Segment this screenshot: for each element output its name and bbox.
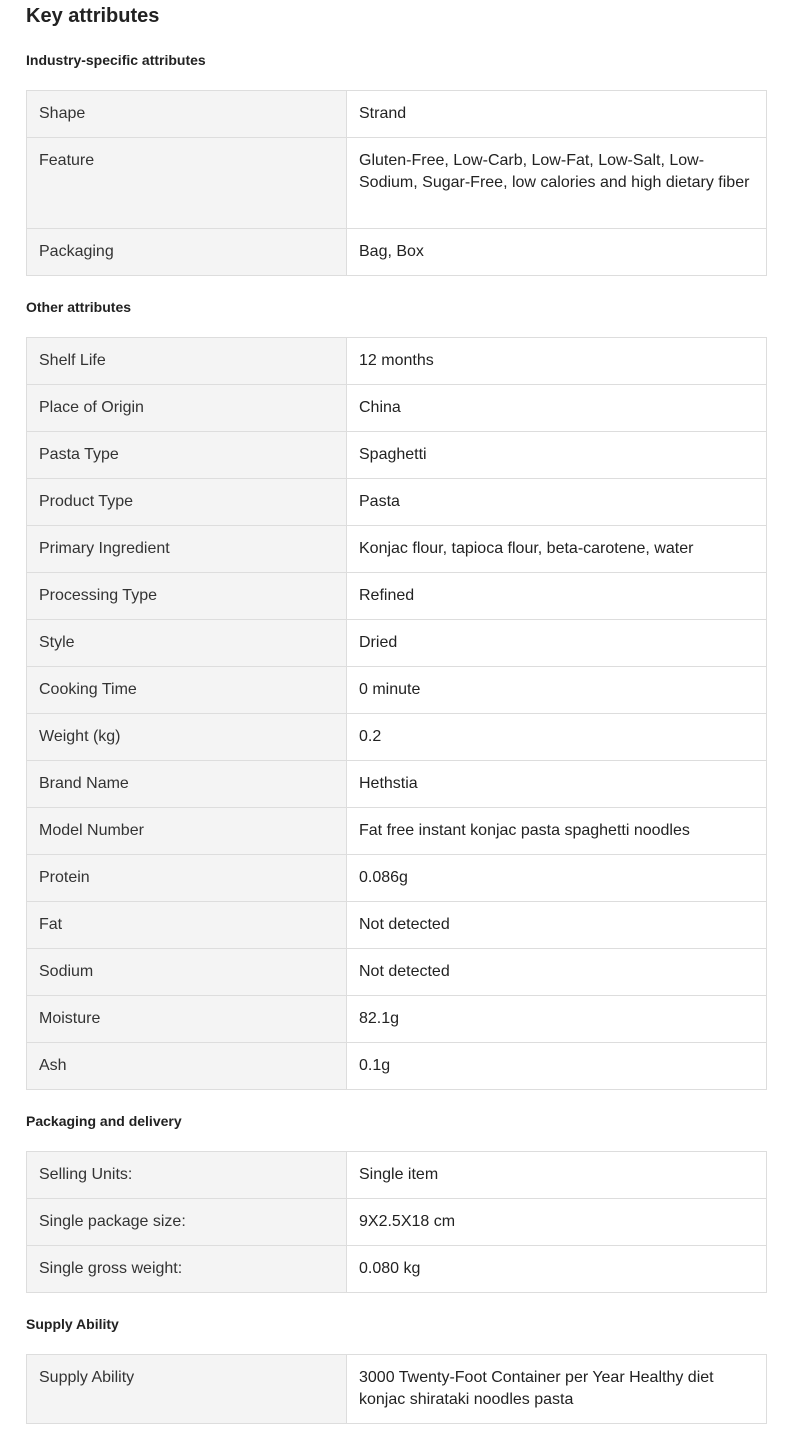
attribute-value: Dried (347, 620, 767, 667)
attribute-value: Bag, Box (347, 229, 767, 276)
attribute-value: Refined (347, 573, 767, 620)
attribute-label: Protein (27, 855, 347, 902)
attribute-label: Place of Origin (27, 385, 347, 432)
table-row (27, 902, 767, 949)
table-row (27, 714, 767, 761)
table-row (27, 573, 767, 620)
table-row (27, 1152, 767, 1199)
table-row (27, 526, 767, 573)
table-row (27, 855, 767, 902)
attribute-label: Supply Ability (27, 1355, 347, 1424)
section-heading-other-attributes: Other attributes (26, 299, 132, 315)
attribute-value: Konjac flour, tapioca flour, beta-carotene, water (347, 526, 767, 573)
attribute-label: Weight (kg) (27, 714, 347, 761)
attribute-label: Packaging (27, 229, 347, 276)
table-row (27, 1355, 767, 1424)
attribute-value: Hethstia (347, 761, 767, 808)
table-row (27, 91, 767, 138)
attribute-value: 9X2.5X18 cm (347, 1199, 767, 1246)
attribute-value: Single item (347, 1152, 767, 1199)
attribute-label: Brand Name (27, 761, 347, 808)
attribute-label: Model Number (27, 808, 347, 855)
attribute-label: Shelf Life (27, 338, 347, 385)
attribute-value: 3000 Twenty-Foot Container per Year Healthy diet konjac shirataki noodles pasta (347, 1355, 767, 1424)
table-row (27, 1043, 767, 1090)
section-heading-supply-ability: Supply Ability (26, 1316, 119, 1332)
attribute-label: Fat (27, 902, 347, 949)
attribute-label: Selling Units: (27, 1152, 347, 1199)
attribute-label: Single package size: (27, 1199, 347, 1246)
table-row (27, 229, 767, 276)
attribute-value: Not detected (347, 902, 767, 949)
table-row (27, 996, 767, 1043)
packaging-delivery-table (26, 1151, 767, 1293)
table-row (27, 1246, 767, 1293)
industry-specific-attributes-table (26, 90, 767, 276)
table-row (27, 338, 767, 385)
attribute-value: China (347, 385, 767, 432)
attribute-label: Product Type (27, 479, 347, 526)
attribute-value: 82.1g (347, 996, 767, 1043)
attribute-value: Strand (347, 91, 767, 138)
attribute-label: Cooking Time (27, 667, 347, 714)
attribute-label: Pasta Type (27, 432, 347, 479)
attribute-value: 0.2 (347, 714, 767, 761)
table-row (27, 949, 767, 996)
attribute-value: 0.086g (347, 855, 767, 902)
attribute-label: Processing Type (27, 573, 347, 620)
attribute-value: 0.1g (347, 1043, 767, 1090)
attribute-value: Pasta (347, 479, 767, 526)
attribute-label: Single gross weight: (27, 1246, 347, 1293)
table-row (27, 667, 767, 714)
table-row (27, 808, 767, 855)
table-row (27, 620, 767, 667)
attribute-label: Primary Ingredient (27, 526, 347, 573)
other-attributes-table (26, 337, 767, 1090)
attribute-value: Gluten-Free, Low-Carb, Low-Fat, Low-Salt, Low-Sodium, Sugar-Free, low calories and high dietary fiber (347, 138, 767, 229)
attribute-label: Style (27, 620, 347, 667)
section-heading-industry-specific: Industry-specific attributes (26, 52, 206, 68)
table-row (27, 385, 767, 432)
supply-ability-table (26, 1354, 767, 1424)
table-row (27, 432, 767, 479)
attribute-value: 0 minute (347, 667, 767, 714)
table-row (27, 138, 767, 229)
page-title: Key attributes (26, 5, 160, 27)
attribute-label: Moisture (27, 996, 347, 1043)
attribute-label: Shape (27, 91, 347, 138)
attribute-label: Sodium (27, 949, 347, 996)
attribute-value: 0.080 kg (347, 1246, 767, 1293)
section-heading-packaging-delivery: Packaging and delivery (26, 1113, 182, 1129)
attribute-value: 12 months (347, 338, 767, 385)
table-row (27, 1199, 767, 1246)
attribute-label: Ash (27, 1043, 347, 1090)
attribute-label: Feature (27, 138, 347, 229)
attribute-value: Not detected (347, 949, 767, 996)
attribute-value: Spaghetti (347, 432, 767, 479)
attribute-value: Fat free instant konjac pasta spaghetti noodles (347, 808, 767, 855)
table-row (27, 761, 767, 808)
table-row (27, 479, 767, 526)
